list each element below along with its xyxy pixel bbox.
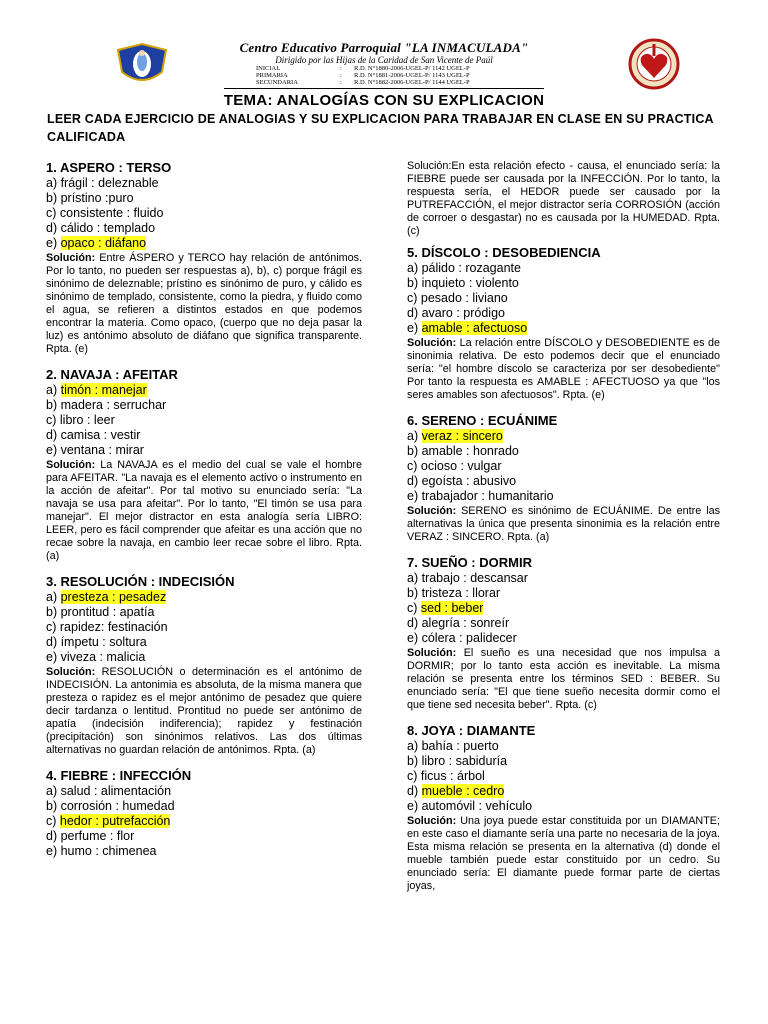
- solution-text: Solución: La NAVAJA es el medio del cual se vale el hombre para AFEITAR. "La navaja es el elemento activo o instrumento en la acción de afeitar". Por tal motivo su enunciado sería: "La navaja se usa para afeitar". Por lo tanto, "El timón se usa para manejar". El mejor distractor en esta analogía sería LIBRO: LEER, pero es fácil comprender que afeitar es una acción que no recae sobre la navaja, en cambio leer recae sobre el libro. Rpta. (a): [46, 459, 362, 562]
- exercise-8: [407, 723, 720, 893]
- option-e: e) amable : afectuoso: [407, 321, 528, 335]
- highlighted-answer: presteza : pesadez: [60, 590, 167, 604]
- option-c: c) ocioso : vulgar: [407, 459, 502, 473]
- option-e: e) automóvil : vehículo: [407, 799, 533, 813]
- option-d: d) cálido : templado: [46, 221, 156, 235]
- option-a: a) pálido : rozagante: [407, 261, 521, 275]
- option-d: d) camisa : vestir: [46, 428, 141, 442]
- option-e: e) viveza : malicia: [46, 650, 146, 664]
- level-row-inicial: INICIAL : R.D. N°1880-2006-UGEL-P/ 1142 UGEL-P: [256, 65, 470, 72]
- option-d: d) egoísta : abusivo: [407, 474, 517, 488]
- option-a: a) trabajo : descansar: [407, 571, 528, 585]
- option-b: b) prontitud : apatía: [46, 605, 155, 619]
- option-c: c) pesado : liviano: [407, 291, 508, 305]
- exercise-title: 6. SERENO : ECUÁNIME: [407, 413, 558, 428]
- exercise-title: 1. ASPERO : TERSO: [46, 160, 172, 175]
- option-d: d) mueble : cedro: [407, 784, 505, 798]
- highlighted-answer: hedor : putrefacción: [59, 814, 171, 828]
- exercise-title: 2. NAVAJA : AFEITAR: [46, 367, 178, 382]
- option-c: c) ficus : árbol: [407, 769, 485, 783]
- school-levels: [256, 65, 470, 86]
- solution-text: Solución: Entre ÁSPERO y TERCO hay relación de antónimos. Por lo tanto, no pueden ser respuestas a), b), c) porque frágil es sinónimo de deleznable; prístino es sinónimo de puro, y cálido es sinónimo de templado, consistente, como la piedra, y fluido como el agua, se refieren a distintos estados en que podemos encontrar la materia. Como opaco, (cuerpo que no deja pasar la luz) es antónimo absoluto de diáfano que significa transparente. Rpta. (e): [46, 252, 362, 355]
- option-e: e) cólera : palidecer: [407, 631, 517, 645]
- instruction-text: LEER CADA EJERCICIO DE ANALOGIAS Y SU EXPLICACION PARA TRABAJAR EN CLASE EN SU PRACTICA CALIFICADA: [47, 112, 714, 144]
- option-b: b) inquieto : violento: [407, 276, 519, 290]
- solution-label: Solución:: [46, 666, 96, 678]
- exercise-title: 4. FIEBRE : INFECCIÓN: [46, 768, 192, 783]
- highlighted-answer: veraz : sincero: [421, 429, 503, 443]
- option-c: c) libro : leer: [46, 413, 115, 427]
- exercise-6: [407, 413, 720, 544]
- exercise-5: [407, 245, 720, 402]
- solution-text: Solución: La relación entre DÍSCOLO y DESOBEDIENTE es de sinonimia relativa. De esto podemos decir que el enunciado sería: "el hombre díscolo se caracteriza por ser desobediente" Por tanto la respuesta es AMABLE : AFECTUOSO ya que "los seres amables son afectuosos". Rpta. (e): [407, 337, 720, 401]
- option-b: b) amable : honrado: [407, 444, 519, 458]
- solution-text: Solución: RESOLUCIÓN o determinación es el antónimo de INDECISIÓN. La antonimia es absoluta, de la misma manera que presteza o rapidez es el mejor antónimo de pesadez que quiere decir tardanza o lentitud. Prontitud no puede ser antónimo de apatía (indecisión indiferencia); rapidez y festinación (precipitación) son sinónimos relativos. Las dos últimas alternativas no guardan relación de antónimos. Rpta. (a): [46, 666, 362, 756]
- sacred-heart-emblem-logo: [626, 38, 682, 90]
- solution-label: Solución:: [407, 815, 457, 827]
- option-a: a) veraz : sincero: [407, 429, 503, 443]
- left-column: [46, 160, 362, 859]
- option-e: e) opaco : diáfano: [46, 236, 147, 250]
- option-d: d) ímpetu : soltura: [46, 635, 147, 649]
- exercise-title: 3. RESOLUCIÓN : INDECISIÓN: [46, 574, 235, 589]
- option-a: a) timón : manejar: [46, 383, 147, 397]
- option-a: a) frágil : deleznable: [46, 176, 159, 190]
- option-c: c) sed : beber: [407, 601, 484, 615]
- solution-text: Solución: Una joya puede estar constituida por un DIAMANTE; en este caso el diamante sería una parte no necesaria de la joya. Esta misma relación se presenta en la alternativa (d) donde el mueble también puede estar constituido por un cedro. Su enunciado sería: El diamante puede formar parte de ciertas joyas,: [407, 815, 720, 892]
- option-c: c) consistente : fluido: [46, 206, 164, 220]
- highlighted-answer: mueble : cedro: [421, 784, 505, 798]
- highlighted-answer: sed : beber: [420, 601, 484, 615]
- exercise-2: [46, 367, 362, 563]
- solution-label: Solución:: [407, 647, 457, 659]
- option-d: d) avaro : pródigo: [407, 306, 505, 320]
- option-a: a) salud : alimentación: [46, 784, 172, 798]
- exercise-4: [46, 768, 362, 859]
- option-b: b) libro : sabiduría: [407, 754, 508, 768]
- topic-title: TEMA: ANALOGÍAS CON SU EXPLICACION: [223, 92, 545, 109]
- option-d: d) perfume : flor: [46, 829, 135, 843]
- highlighted-answer: amable : afectuoso: [421, 321, 528, 335]
- school-name: Centro Educativo Parroquial "LA INMACULADA": [239, 40, 529, 55]
- solution-label: Solución:: [46, 252, 96, 264]
- solution-label: Solución:: [407, 505, 457, 517]
- option-d: d) alegría : sonreír: [407, 616, 510, 630]
- exercise-1: [46, 160, 362, 356]
- right-column: [407, 160, 720, 893]
- option-b: b) madera : serruchar: [46, 398, 167, 412]
- school-subtitle: Dirigido por las Hijas de la Caridad de San Vicente de Paúl: [275, 55, 493, 65]
- solution-label: Solución:: [46, 459, 96, 471]
- exercise-title: 8. JOYA : DIAMANTE: [407, 723, 536, 738]
- exercise-title: 5. DÍSCOLO : DESOBEDIENCIA: [407, 245, 601, 260]
- option-e: e) ventana : mirar: [46, 443, 144, 457]
- option-a: a) bahía : puerto: [407, 739, 499, 753]
- document-header: [0, 0, 768, 88]
- option-b: b) prístino :puro: [46, 191, 134, 205]
- option-b: b) corrosión : humedad: [46, 799, 175, 813]
- option-e: e) trabajador : humanitario: [407, 489, 554, 503]
- option-c: c) rapidez: festinación: [46, 620, 168, 634]
- highlighted-answer: opaco : diáfano: [60, 236, 147, 250]
- level-row-primaria: PRIMARIA : R.D. N°1881-2006-UGEL-P/ 1143 UGEL-P: [256, 72, 470, 79]
- solution-text: Solución: El sueño es una necesidad que nos impulsa a DORMIR; por lo tanto esta acción es inevitable. La misma relación se presenta entre los términos SED : BEBER. Su enunciado sería: "El que tiene sueño necesita dormir como el que tiene sed necesita beber". Rpta. (c): [407, 647, 720, 711]
- exercise-7: [407, 555, 720, 712]
- solution-text: Solución: SERENO es sinónimo de ECUÁNIME. De entre las alternativas la única que presenta sinonimia es la relación entre VERAZ : SINCERO. Rpta. (a): [407, 505, 720, 543]
- exercise-title: 7. SUEÑO : DORMIR: [407, 555, 532, 570]
- exercise-3: [46, 574, 362, 757]
- solution-text-exercise-4: Solución:En esta relación efecto - causa, el enunciado sería: la FIEBRE puede ser causada por la INFECCIÓN. Por lo tanto, la respuesta sería, el HEDOR puede ser causado por la PUTREFACCIÓN, el mejor distractor sería CORROSIÓN (acción de corroer o desgastar) no es causada por la HUMEDAD. Rpta. (c): [407, 160, 720, 237]
- header-divider: [224, 88, 544, 89]
- level-row-secundaria: SECUNDARIA : R.D. N°1882-2006-UGEL-P/ 1144 UGEL-P: [256, 79, 470, 86]
- option-b: b) tristeza : llorar: [407, 586, 501, 600]
- solution-label: Solución:: [407, 337, 457, 349]
- option-e: e) humo : chimenea: [46, 844, 157, 858]
- option-a: a) presteza : pesadez: [46, 590, 167, 604]
- highlighted-answer: timón : manejar: [60, 383, 147, 397]
- option-c: c) hedor : putrefacción: [46, 814, 171, 828]
